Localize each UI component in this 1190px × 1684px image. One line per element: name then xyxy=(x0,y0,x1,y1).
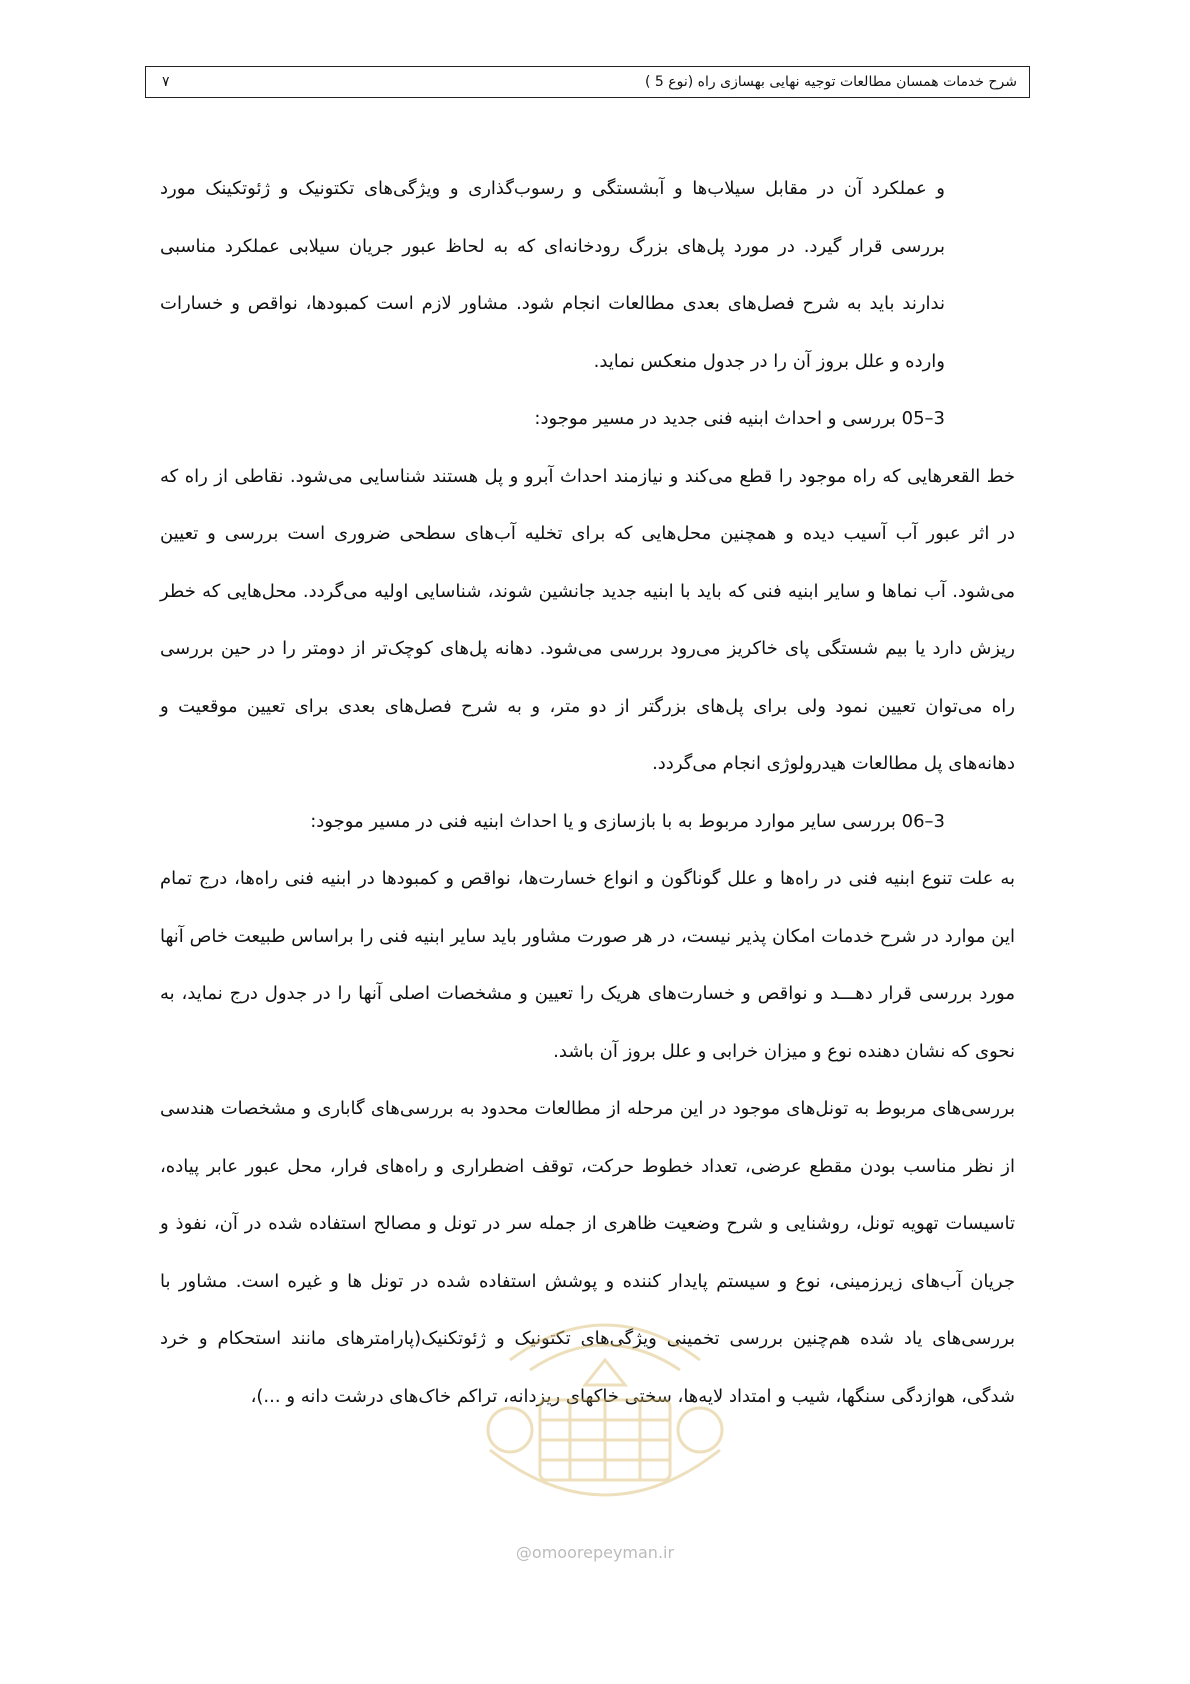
header-title: شرح خدمات همسان مطالعات توجیه نهایی بهسازی راه (نوع 5 ) xyxy=(644,74,1017,90)
section-heading-3-05: 3–05 بررسی و احداث ابنیه فنی جدید در مسیر موجود: xyxy=(534,408,945,429)
paragraph-2: خط القعرهایی که راه موجود را قطع می‌کند و نیازمند احداث آبرو و پل هستند شناسایی می‌شود. نقاطی از راه که در اثر عبور آب آسیب دیده و همچنین محل‌هایی که برای تخلیه آب‌های سطحی ضروری است بررسی و تعیین می‌شود. آب نماها و سایر ابنیه فنی که باید با ابنیه جدید جانشین شوند، شناسایی اولیه می‌گردد. محل‌هایی که خطر ریزش دارد یا بیم شستگی پای خاکریز می‌رود بررسی می‌شود. دهانه پل‌های کوچک‌تر از دومتر را در حین بررسی راه می‌توان تعیین نمود ولی برای پل‌های بزرگتر از دو متر، و به شرح فصل‌های بعدی برای تعیین موقعیت و دهانه‌های پل مطالعات هیدرولوژی انجام می‌گردد. xyxy=(160,465,1015,774)
page-header xyxy=(145,66,1030,98)
watermark-url: @omoorepeyman.ir xyxy=(515,1543,675,1562)
page-number: ۷ xyxy=(162,74,170,90)
section-heading-3-06: 3–06 بررسی سایر موارد مربوط به با بازسازی و یا احداث ابنیه فنی در مسیر موجود: xyxy=(310,810,945,832)
paragraph-3: به علت تنوع ابنیه فنی در راه‌ها و علل گوناگون و انواع خسارت‌ها، نواقص و کمبودها در ابنیه فنی راه‌ها، درج تمام این موارد در شرح خدمات امکان پذیر نیست، در هر صورت مشاور باید سایر ابنیه فنی را براساس طبیعت خاص آنها مورد بررسی قرار دهـــد و نواقص و خسارت‌های هریک را تعیین و مشخصات اصلی آنها را در جدول درج نماید، به نحوی که نشان دهنده نوع و میزان خرابی و علل بروز آن باشد. xyxy=(160,868,1015,1062)
paragraph-1: و عملکرد آن در مقابل سیلاب‌ها و آبشستگی و رسوب‌گذاری و ویژگی‌های تکتونیک و ژئوتکینک مورد بررسی قرار گیرد. در مورد پل‌های بزرگ رودخانه‌ای که به لحاظ عبور جریان سیلابی عملکرد مناسبی ندارند باید به شرح فصل‌های بعدی مطالعات انجام شود. مشاور لازم است کمبودها، نواقص و خسارات وارده و علل بروز آن را در جدول منعکس نماید. xyxy=(160,178,945,372)
document-body xyxy=(160,160,1015,1425)
paragraph-4: بررسی‌های مربوط به تونل‌های موجود در این مرحله از مطالعات محدود به بررسی‌های گاباری و مشخصات هندسی از نظر مناسب بودن مقطع عرضی، تعداد خطوط حرکت، توقف اضطراری و راه‌های فرار، محل عبور عابر پیاده، تاسیسات تهویه تونل، روشنایی و شرح وضعیت ظاهری از جمله سر در تونل و مصالح استفاده شده در آن، نفوذ و جریان آب‌های زیرزمینی، نوع و سیستم پایدار کننده و پوشش استفاده شده در تونل ها و غیره است. مشاور با بررسی‌های یاد شده هم‌چنین بررسی تخمینی ویژگی‌های تکتونیک و ژئوتکنیک(پارامترهای مانند استحکام و خرد شدگی، هوازدگی سنگها، شیب و امتداد لایه‌ها، سختی خاکهای ریزدانه، تراکم خاک‌های درشت دانه و ...)، xyxy=(160,1098,1015,1407)
